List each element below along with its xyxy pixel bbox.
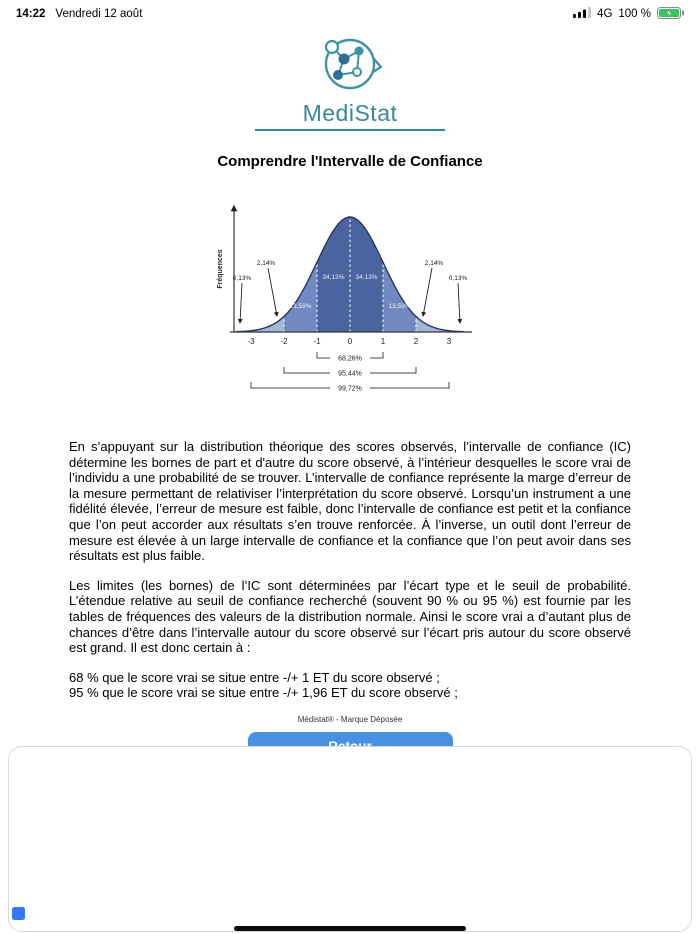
bracket-99-label: 99,72% [338,385,362,393]
bracket-68-label: 68,26% [338,355,362,363]
home-indicator[interactable] [234,926,466,931]
interval-bracket-labels [330,353,370,394]
battery-charging-icon [657,7,684,22]
medistat-head-icon [290,33,410,95]
medistat-logo [0,33,700,131]
network-type-label: 4G [597,8,613,20]
page-title: Comprendre l'Intervalle de Confiance [217,153,483,170]
body-text [69,439,631,701]
brand-underline [255,129,445,131]
pct-label-2-left: 2,14% [256,260,276,267]
bracket-95-label: 95,44% [338,370,362,378]
pct-label-13-left: 13,59% [289,303,312,310]
x-tick-zero: 0 [347,337,353,346]
ad-choices-icon[interactable] [12,907,25,920]
brand-name: MediStat [302,100,398,126]
y-axis-label: Fréquences [217,249,224,289]
arrow-2pct-right [423,268,432,316]
pct-label-34-left: 34,13% [322,274,345,281]
status-bar [0,0,700,23]
ad-panel [8,746,692,932]
pct-label-2-right: 2,14% [424,260,444,267]
bell-curve-svg [180,182,520,396]
x-tick-minus2: -2 [280,337,288,346]
pct-label-13-right: 13,59% [388,303,411,310]
pct-label-34-right: 34,13% [355,274,378,281]
cellular-signal-icon [573,7,591,21]
pct-label-013-left: 0,13% [232,275,252,282]
x-tick-plus2: 2 [413,337,419,346]
bullet-68: 68 % que le score vrai se situe entre -/+ 1 ET du score observé ; [69,669,440,685]
x-tick-minus3: -3 [247,337,255,346]
battery-percent-label: 100 % [618,8,651,20]
status-time: 14:22 [16,8,46,20]
confidence-interval-chart [0,182,700,401]
x-tick-plus3: 3 [446,337,452,346]
x-tick-plus1: 1 [380,337,386,346]
arrow-2pct-left [268,268,277,316]
arrow-013pct-left [240,283,242,323]
bullet-95: 95 % que le score vrai se situe entre -/+ 1,96 ET du score observé ; [69,685,458,701]
status-date: Vendredi 12 août [55,8,143,20]
body-paragraph-1: En s’appuyant sur la distribution théorique des scores observés, l’intervalle de confiance (IC) détermine les bornes de part et d'autre du score observé, à l’intérieur desquelles le score vrai de l’individu a une probabilité de se trouver. L’intervalle de confiance représente la marge d’erreur de la mesure permettant de relativiser l’interprétation du score observé. Lorsqu’un instrument a une fidélité élevée, l’erreur de mesure est faible, donc l’intervalle de confiance est petit et la confiance que l’on peut accorder aux résultats s’en trouve renforcée. À l’inverse, un outil dont l’erreur de mesure est élevée à un large intervalle de confiance et la confiance que l’on peut avoir dans ses résultats est plus faible. [69,439,631,564]
x-tick-minus1: -1 [313,337,321,346]
body-paragraph-2: Les limites (les bornes) de l’IC sont déterminées par l’écart type et le seuil de probabilité. L’étendue relative au seuil de confiance recherché (souvent 90 % ou 95 %) est fournie par les tables de fréquences des valeurs de la distribution normale. Ainsi le score vrai a d’autant plus de chances d’être dans l’intervalle autour du score observé sur l’écart pris autour du score observé est grand. Il est donc certain à : [69,577,631,656]
arrow-013pct-right [458,283,460,323]
pct-label-013-right: 0,13% [448,275,468,282]
x-tick-labels [247,337,451,346]
trademark-label: Médistat® - Marque Déposée [297,714,403,724]
